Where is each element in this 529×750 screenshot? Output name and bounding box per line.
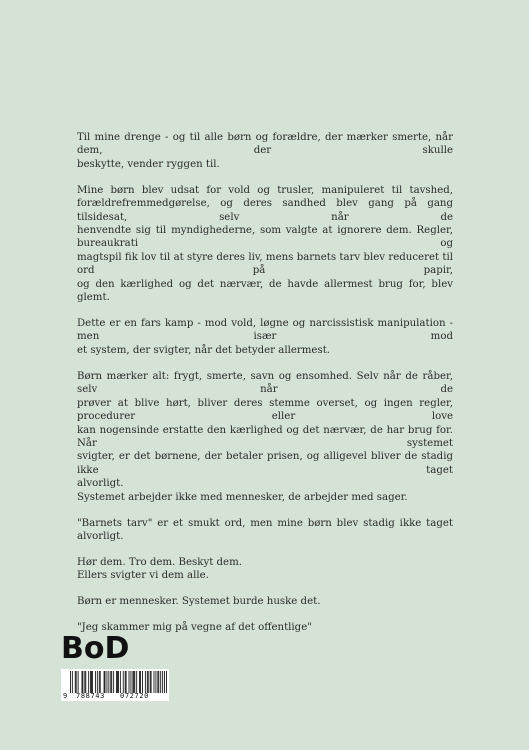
barcode-bar bbox=[108, 671, 109, 693]
barcode-bar bbox=[131, 671, 132, 693]
isbn-first-digit: 9 bbox=[63, 692, 68, 700]
barcode-bar bbox=[129, 671, 130, 693]
barcode-bar bbox=[147, 671, 148, 693]
text-line: Ellers svigter vi dem alle. bbox=[77, 570, 209, 582]
barcode-bar bbox=[99, 671, 100, 693]
barcode-bar bbox=[91, 671, 92, 693]
text-line: beskytte, vender ryggen til. bbox=[77, 158, 220, 170]
barcode-bar bbox=[142, 671, 143, 693]
barcode-bar bbox=[133, 671, 134, 693]
barcode-bar bbox=[148, 671, 149, 693]
barcode-bar bbox=[97, 671, 98, 693]
barcode-icon bbox=[70, 671, 167, 693]
paragraph bbox=[77, 370, 453, 504]
barcode-bar bbox=[164, 671, 165, 693]
barcode-bar bbox=[117, 671, 118, 693]
back-cover-text bbox=[77, 131, 453, 647]
barcode-bar bbox=[72, 671, 73, 693]
barcode-bar bbox=[95, 671, 96, 693]
barcode-bar bbox=[126, 671, 127, 693]
text-line: og den kærlighed og det nærvær, de havde allermest brug for, blev glemt. bbox=[77, 278, 453, 304]
barcode-bar bbox=[100, 671, 101, 693]
barcode-bar bbox=[132, 671, 133, 693]
text-line: henvendte sig til myndighederne, som valgte at ignorere dem. Regler, bureaukrati og bbox=[77, 225, 453, 250]
barcode-bar bbox=[82, 671, 83, 693]
text-line: magtspil fik lov til at styre deres liv, mens barnets tarv blev reduceret til ord på papir, bbox=[77, 251, 453, 277]
barcode-bar bbox=[105, 671, 106, 693]
text-line: Systemet arbejder ikke med mennesker, de arbejder med sager. bbox=[77, 491, 408, 503]
isbn-left-group: 788743 bbox=[76, 692, 105, 700]
paragraph bbox=[77, 595, 453, 608]
barcode-bar bbox=[78, 671, 79, 693]
paragraph bbox=[77, 317, 453, 357]
barcode-bar bbox=[145, 671, 146, 693]
paragraph bbox=[77, 184, 453, 305]
barcode-bar bbox=[155, 671, 156, 693]
text-line: Dette er en fars kamp - mod vold, løgne og narcissistisk manipulation - men især mod bbox=[77, 318, 453, 343]
text-line: kan nogensinde erstatte den kærlighed og det nærvær, de har brug for. Når systemet bbox=[77, 424, 453, 449]
barcode-bar bbox=[151, 671, 152, 693]
barcode-bar bbox=[107, 671, 108, 693]
barcode-bar bbox=[113, 671, 114, 693]
isbn-right-group: 072720 bbox=[120, 692, 149, 700]
barcode-bar bbox=[70, 671, 71, 693]
barcode-bar bbox=[123, 671, 124, 693]
text-line: prøver at blive hørt, bliver deres stemme overset, og ingen regler, procedurer eller love bbox=[77, 397, 453, 423]
barcode-bar bbox=[111, 671, 112, 693]
barcode-bar bbox=[154, 671, 155, 693]
barcode-bar bbox=[134, 671, 135, 693]
barcode-bar bbox=[136, 671, 137, 693]
barcode-bar bbox=[160, 671, 161, 693]
isbn-barcode bbox=[61, 669, 169, 701]
barcode-bar bbox=[140, 671, 141, 693]
barcode-bar bbox=[139, 671, 140, 693]
barcode-bar bbox=[116, 671, 117, 693]
barcode-bar bbox=[158, 671, 159, 693]
paragraph bbox=[77, 556, 453, 583]
barcode-bar bbox=[104, 671, 105, 693]
barcode-bar bbox=[82, 671, 83, 693]
barcode-bar bbox=[92, 671, 93, 693]
paragraph bbox=[77, 517, 453, 544]
barcode-bar bbox=[75, 671, 76, 693]
text-line: et system, der svigter, når det betyder allermest. bbox=[77, 344, 331, 356]
barcode-bar bbox=[85, 671, 86, 693]
text-line: forældrefremmedgørelse, og deres sandhed blev gang på gang tilsidesat, selv når de bbox=[77, 198, 453, 223]
barcode-bar bbox=[120, 671, 121, 693]
text-line: svigter, er det børnene, der betaler prisen, og alligevel bliver de stadig ikke taget bbox=[77, 451, 453, 476]
barcode-bar bbox=[166, 671, 167, 693]
barcode-bar bbox=[162, 671, 163, 693]
barcode-bar bbox=[88, 671, 89, 693]
paragraph bbox=[77, 131, 453, 171]
text-line: alvorligt. bbox=[77, 478, 124, 490]
text-line: Hør dem. Tro dem. Beskyt dem. bbox=[77, 556, 242, 568]
text-line: Børn mærker alt: frygt, smerte, savn og ensomhed. Selv når de råber, selv når de bbox=[77, 370, 453, 396]
barcode-bar bbox=[150, 671, 151, 693]
text-line: Til mine drenge - og til alle børn og forældre, der mærker smerte, når dem, der skulle bbox=[77, 132, 453, 157]
barcode-bar bbox=[157, 671, 158, 693]
barcode-bar bbox=[90, 671, 91, 693]
text-line: Mine børn blev udsat for vold og trusler, manipuleret til tavshed, bbox=[77, 184, 453, 196]
barcode-bar bbox=[125, 671, 126, 693]
publisher-block bbox=[61, 632, 171, 701]
barcode-bar bbox=[76, 671, 77, 693]
barcode-bar bbox=[84, 671, 85, 693]
bod-logo: BoD bbox=[61, 631, 130, 666]
barcode-bar bbox=[110, 671, 111, 693]
text-line: "Barnets tarv" er et smukt ord, men mine børn blev stadig ikke taget alvorligt. bbox=[77, 517, 453, 542]
text-line: Børn er mennesker. Systemet burde huske det. bbox=[77, 596, 321, 608]
text-line: "Jeg skammer mig på vegne af det offentlige" bbox=[77, 622, 312, 634]
barcode-bar bbox=[118, 671, 119, 693]
